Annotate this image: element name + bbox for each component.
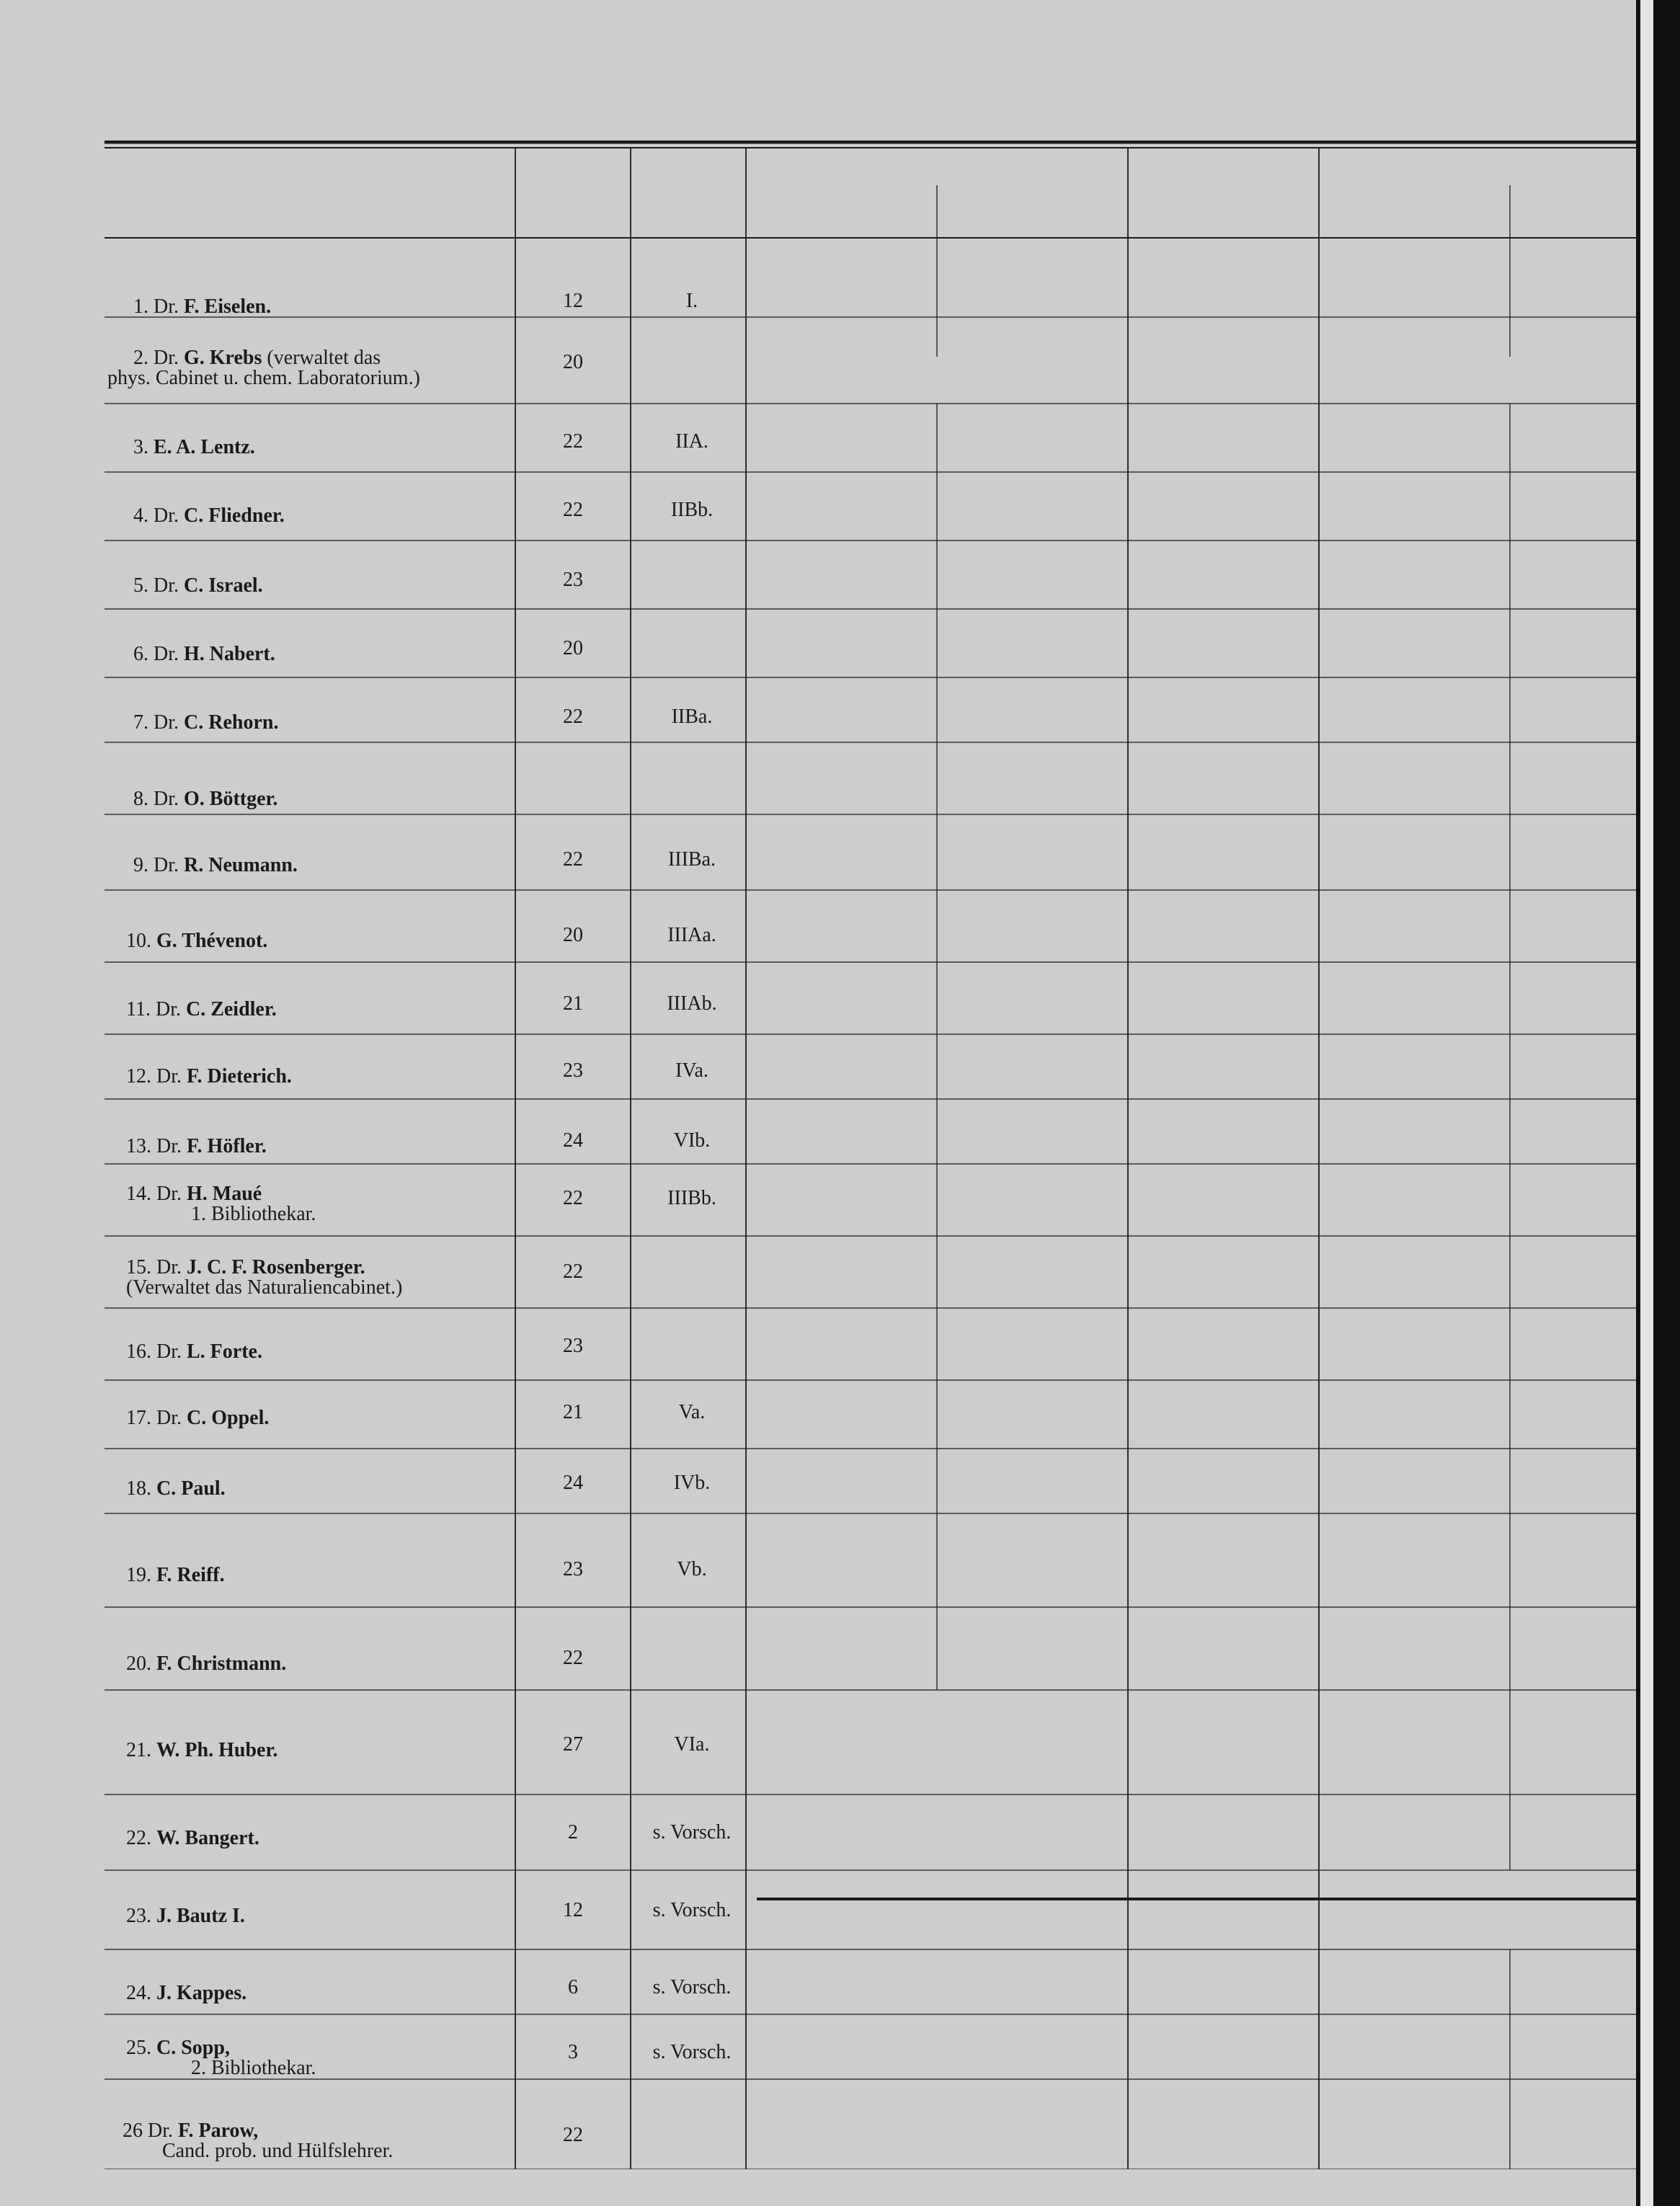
teacher-name: 26 Dr. F. Parow,: [123, 2120, 259, 2142]
classteacher-value: IVa.: [675, 1059, 708, 1082]
teacher-name: 14. Dr. H. Maué: [126, 1183, 262, 1205]
hours-value: 12: [563, 290, 583, 312]
classteacher-value: s. Vorsch.: [652, 1976, 732, 1998]
teacher-name: 24. J. Kappes.: [126, 1982, 247, 2004]
hours-value: 12: [563, 1899, 583, 1921]
classteacher-value: IIBa.: [671, 706, 713, 728]
teacher-name: 4. Dr. C. Fliedner.: [133, 504, 285, 527]
hours-value: 20: [563, 924, 583, 946]
hours-value: 23: [563, 1059, 583, 1082]
teacher-name: 17. Dr. C. Oppel.: [126, 1407, 270, 1429]
teacher-name: 7. Dr. C. Rehorn.: [133, 711, 279, 734]
hours-value: 24: [563, 1472, 583, 1494]
teacher-name: 3. E. A. Lentz.: [133, 436, 255, 458]
teacher-name: 11. Dr. C. Zeidler.: [126, 998, 277, 1020]
hours-value: 21: [563, 992, 583, 1015]
teacher-note: 2. Bibliothekar.: [191, 2057, 316, 2079]
teacher-note: Cand. prob. und Hülfslehrer.: [162, 2140, 394, 2162]
teacher-name: 22. W. Bangert.: [126, 1827, 259, 1849]
classteacher-value: I.: [685, 290, 698, 312]
teacher-name: 8. Dr. O. Böttger.: [133, 788, 278, 810]
teacher-name: 19. F. Reiff.: [126, 1564, 225, 1586]
hours-value: 24: [563, 1129, 583, 1152]
teacher-name: 15. Dr. J. C. F. Rosenberger.: [126, 1256, 365, 1278]
teacher-name: 13. Dr. F. Höfler.: [126, 1135, 267, 1157]
classteacher-value: IVb.: [673, 1472, 711, 1494]
teacher-name: 16. Dr. L. Forte.: [126, 1340, 262, 1363]
classteacher-value: IIIAa.: [667, 924, 716, 946]
hours-value: 22: [563, 706, 583, 728]
teacher-name: 20. F. Christmann.: [126, 1653, 287, 1675]
classteacher-value: Vb.: [677, 1558, 707, 1580]
page-edge-shadow: [1636, 0, 1680, 2206]
classteacher-value: s. Vorsch.: [652, 1899, 732, 1921]
teacher-note: 1. Bibliothekar.: [191, 1203, 316, 1225]
classteacher-value: VIa.: [674, 1733, 710, 1756]
teacher-name: 21. W. Ph. Huber.: [126, 1739, 278, 1761]
teacher-name: 2. Dr. G. Krebs (verwaltet das: [133, 347, 381, 369]
hours-value: 2: [568, 1821, 578, 1843]
teacher-name: 12. Dr. F. Dieterich.: [126, 1065, 292, 1088]
classteacher-value: IIIBb.: [667, 1187, 716, 1209]
teacher-name: 5. Dr. C. Israel.: [133, 574, 263, 597]
classteacher-value: s. Vorsch.: [652, 2041, 732, 2063]
hours-value: 22: [563, 499, 583, 521]
hours-value: 27: [563, 1733, 583, 1756]
hours-value: 22: [563, 848, 583, 871]
table-grid-lines: [105, 141, 1637, 2169]
hours-value: 22: [563, 430, 583, 453]
teacher-name: 18. C. Paul.: [126, 1477, 226, 1500]
hours-value: 23: [563, 569, 583, 591]
hours-value: 21: [563, 1401, 583, 1423]
teacher-note: (Verwaltet das Naturaliencabinet.): [126, 1276, 403, 1299]
classteacher-value: Va.: [678, 1401, 706, 1423]
teacher-name: 23. J. Bautz I.: [126, 1905, 245, 1927]
hours-value: 22: [563, 1187, 583, 1209]
hours-value: 20: [563, 637, 583, 659]
classteacher-value: VIb.: [673, 1129, 711, 1152]
hours-value: 6: [568, 1976, 578, 1998]
classteacher-value: IIA.: [675, 430, 708, 453]
hours-value: 22: [563, 1260, 583, 1283]
teacher-name: 25. C. Sopp,: [126, 2037, 230, 2059]
hours-value: 23: [563, 1558, 583, 1580]
teacher-name: 9. Dr. R. Neumann.: [133, 854, 298, 876]
teacher-name: 1. Dr. F. Eiselen.: [133, 295, 272, 318]
teacher-name: 6. Dr. H. Nabert.: [133, 643, 275, 665]
hours-value: 20: [563, 351, 583, 373]
teacher-note: phys. Cabinet u. chem. Laboratorium.): [107, 367, 420, 389]
teacher-name: 10. G. Thévenot.: [126, 930, 268, 952]
page-title: [613, 66, 1650, 124]
hours-value: 22: [563, 1647, 583, 1669]
classteacher-value: IIIAb.: [667, 992, 717, 1015]
classteacher-value: IIIBa.: [667, 848, 716, 871]
classteacher-value: IIBb.: [670, 499, 714, 521]
hours-value: 22: [563, 2124, 583, 2146]
hours-value: 3: [568, 2041, 578, 2063]
classteacher-value: s. Vorsch.: [652, 1821, 732, 1843]
teaching-schedule-table: [105, 141, 1637, 2169]
hours-value: 23: [563, 1335, 583, 1357]
